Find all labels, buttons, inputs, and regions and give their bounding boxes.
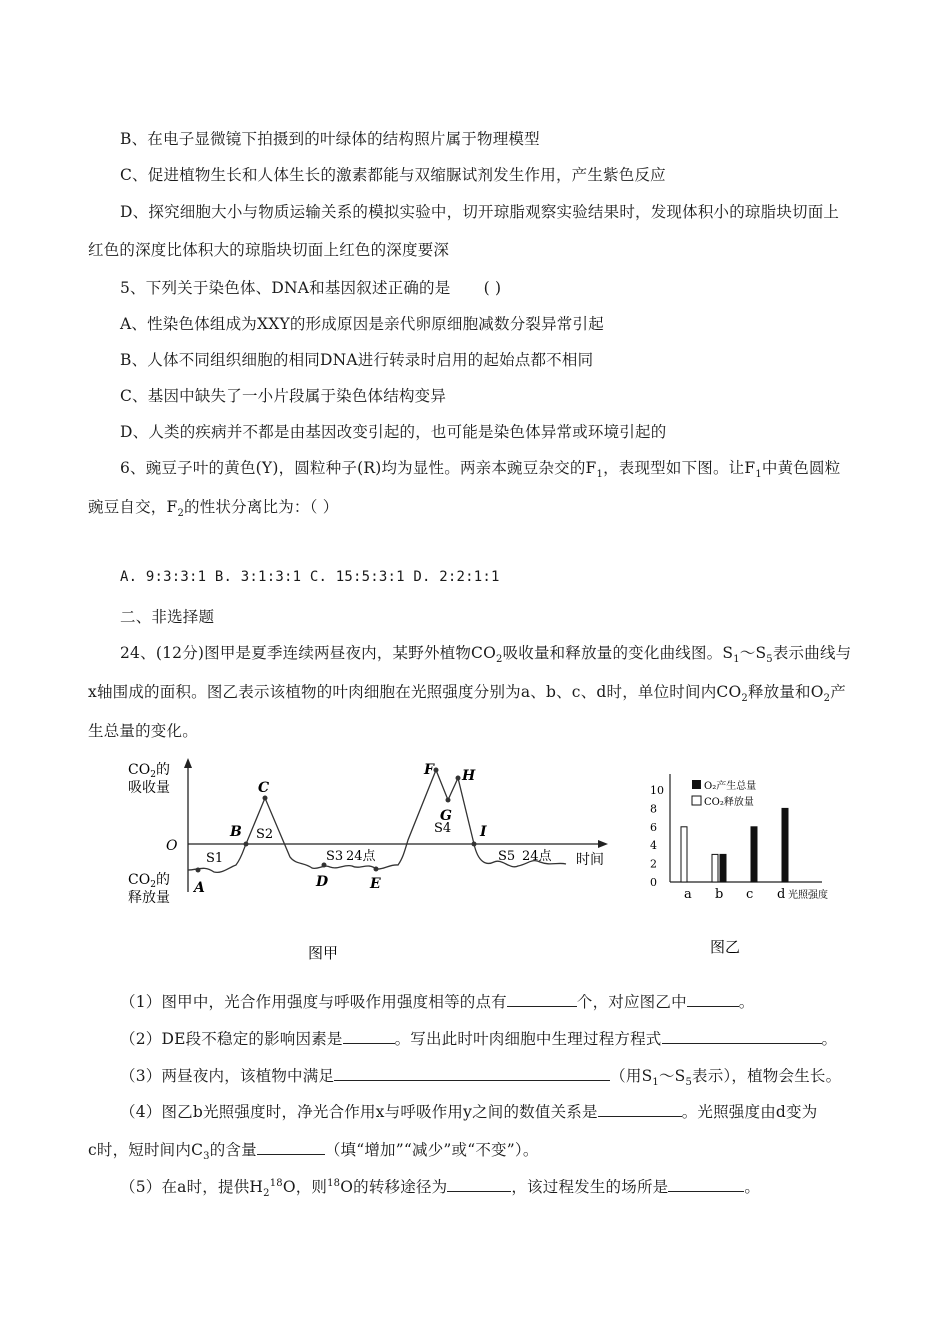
p4-blank-1[interactable] bbox=[598, 1102, 682, 1117]
point-b-dot bbox=[244, 842, 249, 847]
p2-blank-1[interactable] bbox=[343, 1029, 395, 1044]
q4-option-d-line2: 红色的深度比体积大的琼脂块切面上红色的深度要深 bbox=[88, 241, 450, 259]
p5-text-b: O，则 bbox=[282, 1178, 328, 1196]
p5-blank-1[interactable] bbox=[447, 1177, 511, 1192]
p5-sub-2: 2 bbox=[263, 1188, 270, 1200]
p2-text-a: （2）DE段不稳定的影响因素是 bbox=[120, 1030, 343, 1048]
p1-text-a: （1）图甲中，光合作用强度与呼吸作用强度相等的点有 bbox=[120, 993, 507, 1011]
q5-option-d: D、人类的疾病并不都是由基因改变引起的，也可能是染色体异常或环境引起的 bbox=[120, 423, 667, 441]
q6-stem-line1 bbox=[120, 456, 840, 480]
p3-text-c: ～S bbox=[658, 1067, 686, 1085]
section-heading: 二、非选择题 bbox=[120, 608, 215, 626]
q6-options: A. 9:3:3:1 B. 3:1:3:1 C. 15:5:3:1 D. 2:2:1:1 bbox=[120, 569, 500, 585]
q5-stem bbox=[120, 276, 501, 298]
yi-category-label-b: b bbox=[715, 887, 724, 902]
p3-text-b: （用S bbox=[610, 1067, 653, 1085]
point-g-dot bbox=[446, 798, 451, 803]
q6-text-c: 中黄色圆粒 bbox=[761, 459, 841, 477]
point-c-label: C bbox=[258, 780, 270, 796]
q24-text-1d: 表示曲线与 bbox=[772, 644, 852, 662]
point-h-label: H bbox=[462, 768, 476, 784]
p5-sup-18a: 18 bbox=[269, 1177, 283, 1189]
p2-text-b: 。写出此时叶肉细胞中生理过程方程式 bbox=[394, 1030, 662, 1048]
yi-bar-b-series-0 bbox=[720, 854, 726, 882]
yi-x-axis-label: 光照强度 bbox=[788, 890, 828, 901]
point-b-label: B bbox=[230, 824, 242, 840]
p1-text-b: 个，对应图乙中 bbox=[576, 993, 687, 1011]
x-axis-arrow bbox=[598, 840, 608, 848]
q24-sub-s1: 1 bbox=[733, 654, 740, 666]
q6-sub-1: 1 bbox=[596, 469, 604, 481]
q6-text-a: 6、豌豆子叶的黄色(Y)，圆粒种子(R)均为显性。两亲本豌豆杂交的F bbox=[120, 459, 597, 477]
q6-stem-line2 bbox=[88, 495, 338, 519]
legend-o2-label: O₂产生总量 bbox=[704, 781, 757, 792]
area-s1-label: S1 bbox=[206, 851, 224, 866]
point-g-label: G bbox=[440, 808, 452, 824]
q24-stem-line1 bbox=[120, 641, 851, 665]
q24-sub-s5: 5 bbox=[766, 654, 773, 666]
p3-sub-5: 5 bbox=[685, 1077, 693, 1089]
q24-sub-o2: 2 bbox=[823, 693, 831, 705]
point-f-dot bbox=[434, 768, 439, 773]
q24-part4-line1 bbox=[120, 1100, 817, 1122]
yi-bar-b-series-1 bbox=[712, 854, 718, 882]
point-h-dot bbox=[456, 776, 461, 781]
y-top-label-2: 吸收量 bbox=[128, 780, 170, 796]
q6-sub-3: 2 bbox=[177, 508, 185, 520]
p3-sub-1: 1 bbox=[652, 1077, 659, 1089]
q5-answer-paren: ( ) bbox=[483, 279, 502, 297]
p4-sub-3: 3 bbox=[203, 1151, 210, 1163]
q5-option-a: A、性染色体组成为XXY的形成原因是亲代卵原细胞减数分裂异常引起 bbox=[120, 315, 604, 333]
yi-category-label-d: d bbox=[777, 887, 786, 902]
origin-label: O bbox=[166, 838, 178, 854]
legend-o2-swatch bbox=[692, 780, 701, 789]
p1-text-c: 。 bbox=[738, 993, 755, 1011]
yi-y-tick-label: 4 bbox=[650, 839, 657, 853]
q24-sub-co2: 2 bbox=[496, 654, 503, 666]
point-d-label: D bbox=[316, 874, 329, 890]
point-f-label: F bbox=[424, 762, 434, 778]
p4-text-e: （填“增加”“减少”或“不变”）。 bbox=[324, 1141, 539, 1159]
area-s3-label: S3 bbox=[326, 849, 344, 864]
p4-text-c: c时，短时间内C bbox=[88, 1141, 204, 1159]
legend-co2-label: CO₂释放量 bbox=[704, 797, 754, 808]
area-s5-label: S5 bbox=[498, 849, 516, 864]
q24-text-1c: ～S bbox=[739, 644, 767, 662]
yi-y-tick-label: 0 bbox=[650, 876, 657, 889]
q24-part3 bbox=[120, 1064, 841, 1088]
yi-bar-a-series-1 bbox=[681, 827, 687, 882]
p5-blank-2[interactable] bbox=[668, 1177, 744, 1192]
q4-option-d-line1: D、探究细胞大小与物质运输关系的模拟实验中，切开琼脂观察实验结果时，发现体积小的琼脂块切面上 bbox=[120, 203, 840, 221]
area-s4-label: S4 bbox=[434, 821, 452, 836]
p2-text-c: 。 bbox=[821, 1030, 838, 1048]
p2-blank-2[interactable] bbox=[662, 1029, 822, 1044]
figure-jia-caption: 图甲 bbox=[308, 944, 339, 962]
q6-text-d: 豌豆自交，F bbox=[88, 498, 178, 516]
y-top-label-1: $CO_2$的 bbox=[128, 762, 170, 780]
y-bot-label-1: $CO_2$的 bbox=[128, 872, 170, 890]
p3-blank[interactable] bbox=[334, 1066, 610, 1081]
point-c-dot bbox=[263, 796, 268, 801]
figure-yi-chart bbox=[630, 770, 855, 965]
p4-blank-2[interactable] bbox=[257, 1140, 325, 1155]
q5-stem-text: 5、下列关于染色体、DNA和基因叙述正确的是 bbox=[120, 279, 451, 297]
yi-y-tick-label: 10 bbox=[650, 784, 664, 797]
p5-text-c: O的转移途径为 bbox=[340, 1178, 448, 1196]
p5-text-a: （5）在a时，提供H bbox=[120, 1178, 264, 1196]
q24-stem-line2 bbox=[88, 680, 846, 704]
q24-sub-co2b: 2 bbox=[741, 693, 748, 705]
q5-option-b: B、人体不同组织细胞的相同DNA进行转录时启用的起始点都不相同 bbox=[120, 351, 594, 369]
p5-sup-18b: 18 bbox=[327, 1177, 341, 1189]
point-a-label: A bbox=[194, 880, 205, 896]
yi-bar-c-series-0 bbox=[751, 827, 757, 882]
q24-text-1b: 吸收量和释放量的变化曲线图。S bbox=[502, 644, 734, 662]
p1-blank-1[interactable] bbox=[507, 992, 577, 1007]
yi-bar-d-series-0 bbox=[782, 808, 788, 882]
area-s2-label: S2 bbox=[256, 827, 274, 842]
q4-option-b: B、在电子显微镜下拍摄到的叶绿体的结构照片属于物理模型 bbox=[120, 130, 540, 148]
q24-stem-line3: 生总量的变化。 bbox=[88, 722, 198, 740]
p4-text-a: （4）图乙b光照强度时，净光合作用x与呼吸作用y之间的数值关系是 bbox=[120, 1103, 598, 1121]
figure-yi-caption: 图乙 bbox=[710, 938, 741, 956]
figure-jia bbox=[118, 752, 618, 964]
yi-y-tick-label: 8 bbox=[650, 802, 657, 816]
q6-sub-2: 1 bbox=[755, 469, 762, 481]
q6-text-e: 的性状分离比为：（ ） bbox=[184, 498, 339, 516]
point-e-dot bbox=[374, 867, 379, 872]
q24-part4-line2 bbox=[88, 1138, 539, 1162]
q24-text-2c: 产 bbox=[830, 683, 846, 701]
point-i-label: I bbox=[480, 824, 487, 840]
p4-text-d: 的含量 bbox=[209, 1141, 257, 1159]
midnight-label-2: 24点 bbox=[522, 849, 552, 864]
point-a-dot bbox=[196, 868, 201, 873]
yi-category-label-c: c bbox=[746, 887, 754, 902]
q24-part2 bbox=[120, 1027, 837, 1049]
y-axis-arrow bbox=[184, 758, 192, 768]
q24-part1 bbox=[120, 990, 754, 1012]
p5-text-d: ，该过程发生的场所是 bbox=[511, 1178, 669, 1196]
midnight-label-1: 24点 bbox=[346, 849, 376, 864]
p3-text-a: （3）两昼夜内，该植物中满足 bbox=[120, 1067, 335, 1085]
p4-text-b: 。光照强度由d变为 bbox=[681, 1103, 818, 1121]
p1-blank-2[interactable] bbox=[687, 992, 739, 1007]
legend-co2-swatch bbox=[692, 796, 701, 805]
q4-option-c: C、促进植物生长和人体生长的激素都能与双缩脲试剂发生作用，产生紫色反应 bbox=[120, 166, 666, 184]
point-i-dot bbox=[472, 842, 477, 847]
point-e-label: E bbox=[370, 876, 381, 892]
q24-text-1a: 24、(12分)图甲是夏季连续两昼夜内，某野外植物CO bbox=[120, 644, 497, 662]
yi-y-tick-label: 6 bbox=[650, 820, 657, 834]
y-bot-label-2: 释放量 bbox=[128, 890, 170, 906]
q5-option-c: C、基因中缺失了一小片段属于染色体结构变异 bbox=[120, 387, 447, 405]
q24-text-2a: x轴围成的面积。图乙表示该植物的叶肉细胞在光照强度分别为a、b、c、d时，单位时间内CO bbox=[88, 683, 742, 701]
p3-text-d: 表示），植物会生长。 bbox=[692, 1067, 842, 1085]
p5-text-e: 。 bbox=[744, 1178, 761, 1196]
q24-part5 bbox=[120, 1175, 760, 1199]
q24-text-2b: 释放量和O bbox=[747, 683, 824, 701]
x-axis-label: 时间 bbox=[576, 852, 604, 868]
q6-text-b: ，表现型如下图。让F bbox=[603, 459, 756, 477]
yi-category-label-a: a bbox=[684, 887, 692, 902]
yi-y-tick-label: 2 bbox=[650, 857, 657, 871]
